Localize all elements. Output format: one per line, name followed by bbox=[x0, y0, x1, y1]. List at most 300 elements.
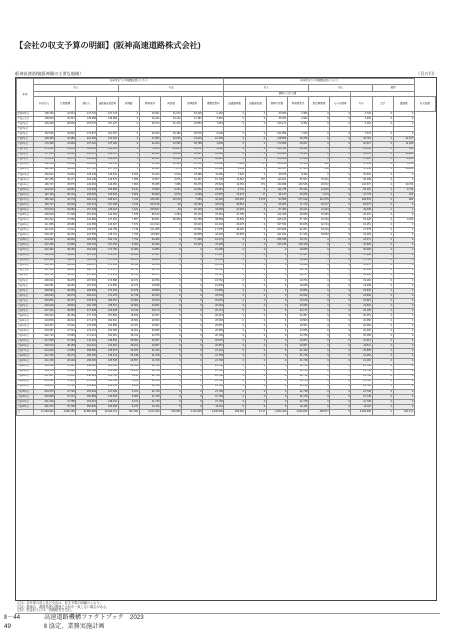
table-cell: 42 bbox=[160, 208, 181, 213]
table-cell: 0 bbox=[393, 329, 414, 334]
table-cell: 20,358 bbox=[351, 319, 372, 324]
table-cell: 47,605 bbox=[287, 167, 308, 172]
table-cell: 0 bbox=[224, 349, 245, 354]
table-cell: 19,184 bbox=[351, 273, 372, 278]
table-cell: 0 bbox=[393, 354, 414, 359]
table-cell: 0 bbox=[266, 334, 287, 339]
table-cell: 20,467 bbox=[139, 314, 160, 319]
table-cell: 0 bbox=[372, 197, 393, 202]
table-cell: 48,168 bbox=[55, 344, 76, 349]
table-cell: 14,052 bbox=[224, 182, 245, 187]
table-cell: 103,136 bbox=[139, 203, 160, 208]
table-cell: 19,764 bbox=[287, 278, 308, 283]
row-year: 平成8年度 bbox=[17, 152, 34, 157]
table-cell: 21,978 bbox=[203, 192, 224, 197]
table-cell: 0 bbox=[118, 152, 139, 157]
table-cell: 0 bbox=[372, 218, 393, 223]
table-cell: 67,333 bbox=[287, 233, 308, 238]
table-cell: 0 bbox=[372, 354, 393, 359]
table-cell: 10,293 bbox=[203, 137, 224, 142]
table-cell: 21,748 bbox=[203, 354, 224, 359]
table-cell: 17,657 bbox=[287, 253, 308, 258]
table-cell: 149,023 bbox=[97, 208, 118, 213]
table-cell: 20,173 bbox=[287, 309, 308, 314]
table-cell: 19,900 bbox=[351, 293, 372, 298]
table-cell: 0 bbox=[224, 268, 245, 273]
table-cell: 0 bbox=[224, 117, 245, 122]
table-cell: 211,519 bbox=[34, 228, 55, 233]
table-cell: 0 bbox=[266, 288, 287, 293]
table-cell: 0 bbox=[266, 399, 287, 404]
table-cell: 165,452 bbox=[139, 197, 160, 202]
table-cell: 149,634 bbox=[97, 384, 118, 389]
table-cell: 214,029 bbox=[34, 349, 55, 354]
table-row bbox=[17, 409, 436, 415]
table-cell: 0 bbox=[245, 238, 266, 243]
table-cell: 128,326 bbox=[34, 122, 55, 127]
column-header: 利子 bbox=[351, 97, 372, 112]
table-cell: 0 bbox=[224, 379, 245, 384]
table-cell: 111,475 bbox=[266, 187, 287, 192]
table-cell: 0 bbox=[182, 404, 203, 409]
column-header: 減価償却費 bbox=[224, 97, 245, 112]
table-cell: 0 bbox=[393, 112, 414, 117]
table-cell: 0 bbox=[182, 293, 203, 298]
table-cell: 201,318 bbox=[34, 399, 55, 404]
row-year: 平成2年度 bbox=[17, 122, 34, 127]
table-cell: 155,150 bbox=[76, 354, 97, 359]
table-cell: 157 bbox=[245, 177, 266, 182]
table-cell: 27,283 bbox=[139, 137, 160, 142]
table-cell: 136,644 bbox=[97, 369, 118, 374]
table-cell: 16,233 bbox=[203, 223, 224, 228]
table-cell: 154,537 bbox=[76, 228, 97, 233]
table-cell: 0 bbox=[330, 364, 351, 369]
header-expense-2: 支出 bbox=[309, 85, 372, 92]
table-cell: 30,460 bbox=[182, 203, 203, 208]
table-cell: 0 bbox=[393, 233, 414, 238]
table-cell: 20,567 bbox=[139, 324, 160, 329]
table-cell: 0 bbox=[330, 339, 351, 344]
table-cell: 0 bbox=[245, 364, 266, 369]
table-cell: 145,542 bbox=[97, 172, 118, 177]
table-cell: 30,293 bbox=[203, 197, 224, 202]
table-cell: 21,748 bbox=[139, 359, 160, 364]
table-cell: 0 bbox=[224, 324, 245, 329]
table-cell: 0 bbox=[266, 309, 287, 314]
table-cell: 21,422 bbox=[203, 349, 224, 354]
table-cell: 10,043,712 bbox=[97, 409, 118, 415]
table-cell: 0 bbox=[266, 394, 287, 399]
table-cell: 19,304 bbox=[118, 329, 139, 334]
table-cell: 43,429 bbox=[203, 233, 224, 238]
table-cell: 0 bbox=[330, 404, 351, 409]
table-cell: 10,850,966 bbox=[76, 409, 97, 415]
table-cell: 6,272 bbox=[118, 399, 139, 404]
table-notes bbox=[15, 602, 109, 613]
table-cell: 216,322 bbox=[34, 218, 55, 223]
table-cell: 188,039 bbox=[76, 258, 97, 263]
table-cell: 0 bbox=[182, 384, 203, 389]
table-cell: 0 bbox=[372, 208, 393, 213]
table-cell: 0 bbox=[393, 177, 414, 182]
table-cell: 171,473 bbox=[76, 319, 97, 324]
table-cell: 125,596 bbox=[97, 187, 118, 192]
table-cell: 4,672 bbox=[160, 192, 181, 197]
table-cell: 3,084,815 bbox=[287, 409, 308, 415]
table-cell: 0 bbox=[393, 172, 414, 177]
table-cell: 187,058 bbox=[76, 253, 97, 258]
table-cell: 0 bbox=[182, 314, 203, 319]
row-year: 平成7年度 bbox=[17, 147, 34, 152]
table-cell: 183,835 bbox=[76, 288, 97, 293]
table-cell: 15,728 bbox=[203, 177, 224, 182]
row-year: 令和7年度 bbox=[17, 298, 34, 303]
table-cell: 0 bbox=[224, 384, 245, 389]
table-subtitle: 阪神高速道路(阪神圏の主要な地域） bbox=[15, 71, 84, 76]
table-cell: 0 bbox=[330, 303, 351, 308]
table-cell: 0 bbox=[309, 258, 330, 263]
table-cell: 174,898 bbox=[97, 278, 118, 283]
table-cell: 0 bbox=[266, 359, 287, 364]
table-cell: 47,708 bbox=[55, 404, 76, 409]
table-cell: 277,049 bbox=[287, 197, 308, 202]
table-cell: 212,762 bbox=[34, 354, 55, 359]
table-cell: 0 bbox=[245, 374, 266, 379]
table-cell: 0 bbox=[393, 389, 414, 394]
table-cell: 20,173 bbox=[139, 309, 160, 314]
table-cell: 0 bbox=[245, 293, 266, 298]
table-cell: 21,616 bbox=[182, 137, 203, 142]
table-cell: 211,322 bbox=[97, 137, 118, 142]
table-cell: 142,521 bbox=[266, 147, 287, 152]
table-cell: 0 bbox=[224, 344, 245, 349]
table-cell: 184,282 bbox=[76, 248, 97, 253]
table-cell: 0 bbox=[160, 288, 181, 293]
table-cell: 0 bbox=[393, 364, 414, 369]
row-year: 令和12年度 bbox=[17, 324, 34, 329]
table-cell: 241,831 bbox=[266, 233, 287, 238]
column-header: 償還額 bbox=[393, 97, 414, 112]
table-cell: 19,184 bbox=[351, 278, 372, 283]
table-cell: 7,116 bbox=[118, 197, 139, 202]
table-cell: 43,262 bbox=[182, 187, 203, 192]
table-cell: 0 bbox=[393, 303, 414, 308]
table-cell: 0 bbox=[393, 404, 414, 409]
table-cell: 17,180 bbox=[351, 253, 372, 258]
table-cell: 45,732 bbox=[55, 192, 76, 197]
table-cell: 0 bbox=[372, 329, 393, 334]
table-cell: 7,551 bbox=[203, 122, 224, 127]
table-cell: 0 bbox=[118, 132, 139, 137]
table-cell: 165,951 bbox=[97, 298, 118, 303]
table-cell: 0 bbox=[372, 283, 393, 288]
table-cell: 0 bbox=[266, 324, 287, 329]
table-cell: 20,567 bbox=[203, 324, 224, 329]
table-cell: 34,506 bbox=[203, 208, 224, 213]
table-cell: 0 bbox=[245, 248, 266, 253]
table-cell: 0 bbox=[393, 344, 414, 349]
table-cell: 0 bbox=[266, 389, 287, 394]
table-cell: 0 bbox=[330, 172, 351, 177]
table-cell: 1,940 bbox=[224, 172, 245, 177]
table-cell: 14,885 bbox=[139, 248, 160, 253]
table-cell: 174,941 bbox=[97, 273, 118, 278]
table-cell: 21,748 bbox=[139, 399, 160, 404]
table-cell: 94,809 bbox=[266, 197, 287, 202]
table-cell: 22,167 bbox=[118, 324, 139, 329]
table-cell: 67,604 bbox=[139, 162, 160, 167]
row-year: 平成23年度 bbox=[17, 228, 34, 233]
table-cell: 13,110 bbox=[118, 309, 139, 314]
table-cell: 154,548 bbox=[97, 404, 118, 409]
table-cell: 7,343 bbox=[351, 132, 372, 137]
table-cell: 0 bbox=[372, 303, 393, 308]
table-cell: 35,133 bbox=[182, 213, 203, 218]
table-cell: 0 bbox=[118, 122, 139, 127]
table-cell: 12,480 bbox=[118, 248, 139, 253]
table-cell: 0 bbox=[309, 117, 330, 122]
table-cell: 19,727 bbox=[203, 273, 224, 278]
table-cell: 0 bbox=[266, 364, 287, 369]
table-cell: 19,838 bbox=[139, 283, 160, 288]
table-cell: 0 bbox=[309, 172, 330, 177]
table-cell: 0 bbox=[245, 394, 266, 399]
table-cell: 0 bbox=[224, 374, 245, 379]
table-cell: 0 bbox=[330, 263, 351, 268]
table-cell: 0 bbox=[372, 203, 393, 208]
table-cell: 0 bbox=[118, 112, 139, 117]
table-cell: 171,276 bbox=[97, 293, 118, 298]
table-cell: 0 bbox=[330, 349, 351, 354]
table-cell: 18,986 bbox=[203, 258, 224, 263]
table-cell: 26,678 bbox=[224, 223, 245, 228]
table-cell: 18,468 bbox=[393, 167, 414, 172]
table-cell: 20,665 bbox=[203, 329, 224, 334]
table-cell: 157,064 bbox=[76, 379, 97, 384]
table-cell: 21,422 bbox=[139, 349, 160, 354]
table-cell: 137,422 bbox=[76, 142, 97, 147]
table-cell: 0 bbox=[393, 263, 414, 268]
table-cell: 154,313 bbox=[76, 399, 97, 404]
table-cell: 21,748 bbox=[351, 389, 372, 394]
table-cell: 19,869 bbox=[287, 288, 308, 293]
table-cell: 4,152 bbox=[203, 112, 224, 117]
table-cell: 0 bbox=[309, 334, 330, 339]
table-cell: 0 bbox=[182, 339, 203, 344]
table-cell: 15,611 bbox=[309, 177, 330, 182]
table-cell: 0 bbox=[224, 334, 245, 339]
table-cell: 152,742 bbox=[97, 238, 118, 243]
column-header: 計数整理 bbox=[55, 97, 76, 112]
table-cell: 20,467 bbox=[287, 314, 308, 319]
table-cell: 48,946 bbox=[55, 238, 76, 243]
table-cell: 0 bbox=[393, 298, 414, 303]
table-cell: 49,846 bbox=[55, 303, 76, 308]
table-cell: 190,812 bbox=[34, 172, 55, 177]
footer-page-number bbox=[4, 614, 20, 631]
table-cell: 0 bbox=[393, 288, 414, 293]
table-cell: 18,471 bbox=[287, 238, 308, 243]
table-cell: 45,575 bbox=[55, 182, 76, 187]
row-year: 令和16年度 bbox=[17, 344, 34, 349]
table-cell: 0 bbox=[393, 117, 414, 122]
table-cell: 171,613 bbox=[76, 334, 97, 339]
row-year: 令和14年度 bbox=[17, 334, 34, 339]
table-cell: 24,557 bbox=[118, 359, 139, 364]
table-cell: 20,511 bbox=[351, 344, 372, 349]
table-cell: 49,530 bbox=[55, 273, 76, 278]
table-cell: 21,748 bbox=[203, 379, 224, 384]
table-cell: 165,326 bbox=[76, 243, 97, 248]
table-cell: 28,553 bbox=[118, 339, 139, 344]
row-year: 令和3年度 bbox=[17, 278, 34, 283]
table-cell: 486,300 bbox=[224, 409, 245, 415]
table-cell: 0 bbox=[393, 208, 414, 213]
table-cell: 48,780 bbox=[287, 137, 308, 142]
table-cell: 208,518 bbox=[34, 213, 55, 218]
table-cell: 0 bbox=[160, 364, 181, 369]
table-cell: 0 bbox=[224, 112, 245, 117]
table-cell: 21,748 bbox=[203, 394, 224, 399]
footer-book-title bbox=[44, 614, 144, 631]
table-cell: 19,338 bbox=[351, 283, 372, 288]
table-cell: 49,576 bbox=[55, 293, 76, 298]
table-cell: 18,656 bbox=[139, 263, 160, 268]
column-header: 雑収入 bbox=[76, 97, 97, 112]
table-cell: 12,660 bbox=[118, 253, 139, 258]
table-cell: 209,880 bbox=[266, 152, 287, 157]
table-cell: 0 bbox=[330, 273, 351, 278]
table-cell: 47,866 bbox=[55, 364, 76, 369]
table-cell: 160,536 bbox=[76, 238, 97, 243]
column-header: 機構賃借料 bbox=[203, 97, 224, 112]
table-cell: 0 bbox=[393, 399, 414, 404]
table-cell: 27,629 bbox=[287, 157, 308, 162]
table-cell: 11,036 bbox=[393, 142, 414, 147]
table-cell: 0 bbox=[160, 379, 181, 384]
table-cell: 0 bbox=[182, 278, 203, 283]
table-cell: 155,902 bbox=[76, 384, 97, 389]
table-cell: 143,569 bbox=[97, 213, 118, 218]
table-cell: 0 bbox=[224, 147, 245, 152]
table-cell: 136,606 bbox=[97, 157, 118, 162]
table-cell: 0 bbox=[393, 379, 414, 384]
table-cell: 182,366 bbox=[34, 162, 55, 167]
table-cell: 0 bbox=[309, 152, 330, 157]
table-cell: 49,200 bbox=[55, 233, 76, 238]
table-cell: 47,856 bbox=[55, 374, 76, 379]
table-cell: 16,990 bbox=[393, 152, 414, 157]
table-cell: 136,876 bbox=[97, 349, 118, 354]
table-cell: 0 bbox=[118, 162, 139, 167]
table-cell: 0 bbox=[266, 283, 287, 288]
table-cell: 0 bbox=[372, 389, 393, 394]
table-cell: 0 bbox=[372, 369, 393, 374]
table-cell: 0 bbox=[393, 309, 414, 314]
table-cell: 19,869 bbox=[203, 288, 224, 293]
table-cell: 47,811 bbox=[55, 379, 76, 384]
table-cell: 0 bbox=[224, 157, 245, 162]
table-cell: 0 bbox=[393, 293, 414, 298]
table-cell: 503 bbox=[393, 147, 414, 152]
table-cell: 0 bbox=[309, 248, 330, 253]
table-cell: 49,616 bbox=[55, 268, 76, 273]
table-cell: 143,556 bbox=[76, 233, 97, 238]
table-cell: 21,422 bbox=[287, 349, 308, 354]
table-cell: 0 bbox=[266, 253, 287, 258]
table-cell: 0 bbox=[224, 273, 245, 278]
table-cell: 21,748 bbox=[203, 389, 224, 394]
table-cell: 0 bbox=[118, 167, 139, 172]
table-cell: 208,746 bbox=[34, 369, 55, 374]
table-cell: 0 bbox=[372, 258, 393, 263]
table-cell: 228,564 bbox=[34, 288, 55, 293]
table-cell: 19,727 bbox=[287, 273, 308, 278]
table-cell: 0 bbox=[309, 273, 330, 278]
table-cell: 46,766 bbox=[182, 162, 203, 167]
row-year: 平成27年度 bbox=[17, 248, 34, 253]
table-cell: 0 bbox=[393, 283, 414, 288]
table-cell: 21,748 bbox=[139, 379, 160, 384]
table-cell: 161,312 bbox=[76, 344, 97, 349]
table-cell: 26,446 bbox=[139, 132, 160, 137]
table-cell: 0 bbox=[224, 142, 245, 147]
table-cell: 0 bbox=[224, 359, 245, 364]
table-cell: 0 bbox=[372, 142, 393, 147]
table-cell: 0 bbox=[372, 324, 393, 329]
table-cell: 12,674 bbox=[118, 283, 139, 288]
table-cell: 228,020 bbox=[34, 278, 55, 283]
table-cell: 0 bbox=[245, 334, 266, 339]
table-cell: 96,981 bbox=[139, 218, 160, 223]
table-cell: 17 bbox=[245, 192, 266, 197]
table-cell: 20,016 bbox=[203, 298, 224, 303]
table-cell: 0 bbox=[330, 394, 351, 399]
table-cell: 10,116 bbox=[351, 404, 372, 409]
table-cell: 0 bbox=[160, 278, 181, 283]
row-year: 令和24年度 bbox=[17, 384, 34, 389]
table-cell: 21,748 bbox=[139, 374, 160, 379]
table-cell: 146,879 bbox=[97, 177, 118, 182]
table-cell: 21,748 bbox=[203, 374, 224, 379]
table-cell: 0 bbox=[182, 309, 203, 314]
row-year: 令和20年度 bbox=[17, 364, 34, 369]
table-cell: 0 bbox=[182, 354, 203, 359]
table-cell: 222,859 bbox=[34, 253, 55, 258]
header-cost: 費用 bbox=[372, 85, 414, 92]
row-year: 計 bbox=[17, 409, 34, 415]
table-cell: 29,328 bbox=[351, 218, 372, 223]
table-cell: 7,765 bbox=[118, 233, 139, 238]
table-cell: 3,163 bbox=[351, 122, 372, 127]
table-cell: 47,712 bbox=[55, 329, 76, 334]
table-cell: 0 bbox=[309, 288, 330, 293]
table-cell: 46,760 bbox=[351, 137, 372, 142]
table-cell: 52,569 bbox=[224, 233, 245, 238]
table-cell: 114,376 bbox=[309, 197, 330, 202]
note-line: （注1）各年度の収入及び支出は、収支予算の明細のとおり。 bbox=[15, 601, 103, 605]
table-cell: 41,868 bbox=[55, 243, 76, 248]
table-cell: 48,180 bbox=[55, 248, 76, 253]
table-cell: 108,160 bbox=[34, 112, 55, 117]
table-cell: 2,223 bbox=[393, 157, 414, 162]
row-year: 昭和63年度 bbox=[17, 112, 34, 117]
table-cell: 217,529 bbox=[34, 339, 55, 344]
table-cell: 0 bbox=[245, 349, 266, 354]
table-cell: 0 bbox=[309, 137, 330, 142]
table-cell: 20,016 bbox=[287, 298, 308, 303]
